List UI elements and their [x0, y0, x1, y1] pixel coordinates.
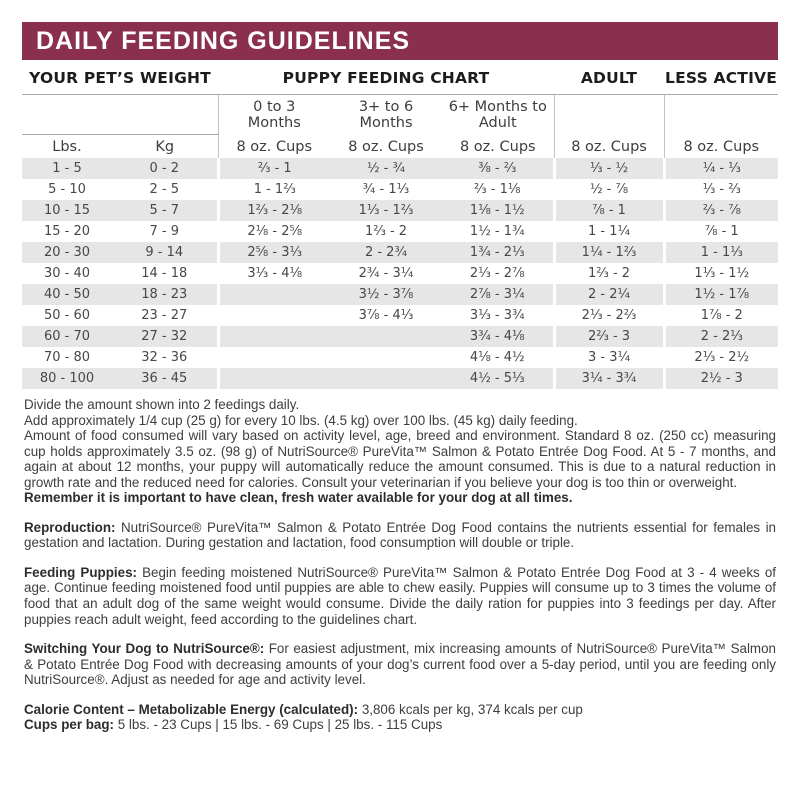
- age-header-6-adult: 6+ Months to Adult: [448, 98, 547, 131]
- cell-puppy-0-3: 3⅓ - 4⅛: [218, 263, 330, 284]
- cell-kg: 9 - 14: [145, 245, 184, 260]
- cell-less-active: ⅓ - ⅔: [664, 179, 778, 200]
- title-banner: [22, 22, 778, 60]
- cell-kg: 14 - 18: [141, 266, 188, 281]
- cell-adult: ⅞ - 1: [554, 200, 664, 221]
- cell-lbs: 1 - 5: [52, 161, 82, 176]
- cell-puppy-0-3: [218, 284, 330, 305]
- reproduction-label: Reproduction:: [24, 519, 116, 535]
- cell-kg: 32 - 36: [141, 350, 188, 365]
- feeding-notes: [24, 397, 776, 506]
- cell-puppy-6-adult: 1½ - 1¾: [469, 224, 525, 239]
- cell-less-active: 1 - 1⅓: [664, 242, 778, 263]
- cell-kg: 7 - 9: [149, 224, 179, 239]
- table-row: [22, 263, 778, 284]
- cell-puppy-6-adult: 3⅓ - 3¾: [469, 308, 525, 323]
- cell-puppy-6-adult: 4½ - 5⅓: [469, 371, 525, 386]
- table-row: [22, 305, 778, 326]
- cell-puppy-3-6: ½ - ¾: [366, 161, 406, 176]
- cell-kg: 27 - 32: [141, 329, 188, 344]
- cell-kg: 2 - 5: [149, 182, 179, 197]
- cell-kg: 36 - 45: [141, 371, 188, 386]
- table-row: [22, 179, 778, 200]
- unit-header-cups: 8 oz. Cups: [459, 138, 536, 155]
- cell-lbs: 40 - 50: [43, 287, 91, 302]
- cell-adult: 3 - 3¼: [554, 347, 664, 368]
- unit-header-cups: 8 oz. Cups: [348, 138, 424, 155]
- table-row: [22, 326, 778, 347]
- unit-header-lbs: Lbs.: [52, 139, 82, 155]
- cell-puppy-0-3: [218, 368, 330, 389]
- footer-info: [24, 702, 776, 733]
- cell-kg: 5 - 7: [149, 203, 179, 218]
- cell-puppy-6-adult: 4⅛ - 4½: [469, 350, 525, 365]
- cell-adult: 1 - 1¼: [554, 221, 664, 242]
- cell-adult: 1⅔ - 2: [554, 263, 664, 284]
- cell-less-active: 1½ - 1⅞: [664, 284, 778, 305]
- age-header-3-6: 3+ to 6 Months: [358, 98, 414, 131]
- group-header-less-active: LESS ACTIVE: [664, 66, 778, 95]
- unit-header-cups: 8 oz. Cups: [664, 135, 778, 159]
- cell-less-active: 1⅓ - 1½: [664, 263, 778, 284]
- switching-text: For easiest adjustment, mix increasing amounts of NutriSource® PureVita™ Salmon & Potato Entrée Dog Food with decreasing amounts of your dog’s current food over a 5-day period, until you are feeding only NutriSource®. Adjust as needed for age and activity level.: [24, 641, 776, 688]
- cell-puppy-3-6: 1⅔ - 2: [364, 224, 408, 239]
- cell-adult: 2 - 2¼: [554, 284, 664, 305]
- feeding-guidelines-panel: [0, 22, 800, 733]
- group-header-row: [22, 66, 778, 95]
- cell-puppy-3-6: 2¾ - 3¼: [358, 266, 414, 281]
- cell-kg: 23 - 27: [141, 308, 188, 323]
- cell-puppy-6-adult: 2⅞ - 3¼: [469, 287, 525, 302]
- cell-puppy-0-3: [218, 305, 330, 326]
- cell-puppy-3-6: [330, 368, 442, 389]
- table-row: [22, 368, 778, 389]
- table-row: [22, 347, 778, 368]
- cell-puppy-3-6: [330, 347, 442, 368]
- reproduction-section: [24, 520, 776, 551]
- note-add-cup: Add approximately 1/4 cup (25 g) for every 10 lbs. (4.5 kg) over 100 lbs. (45 kg) daily feeding.: [24, 412, 578, 428]
- note-amount-varies: Amount of food consumed will vary based on activity level, age, breed and environment. Standard 8 oz. (250 cc) measuring cup holds approximately 3.5 oz. (98 g) of NutriSource® PureVita™ Salmon & Potato Entrée Dog Food. At 5 - 7 months, and again at about 12 months, your puppy will automatically reduce the amount consumed. This is due to a natural reduction in growth rate and the reduced need for calories. Consult your veterinarian if you believe your dog is too thin or overweight.: [24, 428, 776, 490]
- group-header-adult: ADULT: [554, 66, 664, 95]
- cell-lbs: 10 - 15: [43, 203, 91, 218]
- cell-lbs: 60 - 70: [43, 329, 91, 344]
- group-header-puppy: PUPPY FEEDING CHART: [218, 66, 554, 95]
- cell-puppy-0-3: 2⅝ - 3⅓: [218, 242, 330, 263]
- age-header-0-3: 0 to 3 Months: [218, 95, 330, 135]
- age-header-row: [22, 95, 778, 135]
- table-row: [22, 158, 778, 179]
- feeding-puppies-section: [24, 565, 776, 627]
- cell-lbs: 70 - 80: [43, 350, 91, 365]
- age-header-adult-spacer: [554, 95, 664, 135]
- table-row: [22, 242, 778, 263]
- cell-adult: 2⅓ - 2⅔: [554, 305, 664, 326]
- table-row: [22, 284, 778, 305]
- cell-puppy-3-6: 2 - 2¾: [364, 245, 408, 260]
- cups-per-bag-label: Cups per bag:: [24, 717, 115, 733]
- group-header-weight: YOUR PET’S WEIGHT: [22, 66, 218, 95]
- cell-less-active: 2⅓ - 2½: [664, 347, 778, 368]
- unit-header-cups: 8 oz. Cups: [554, 135, 664, 159]
- cell-puppy-3-6: 1⅓ - 1⅔: [358, 203, 414, 218]
- cell-puppy-3-6: 3½ - 3⅞: [358, 287, 414, 302]
- page-title: DAILY FEEDING GUIDELINES: [36, 26, 411, 55]
- cell-less-active: 2½ - 3: [664, 368, 778, 389]
- cell-less-active: ¼ - ⅓: [664, 158, 778, 179]
- weight-spacer: [22, 95, 218, 135]
- cell-less-active: ⅔ - ⅞: [664, 200, 778, 221]
- cell-lbs: 5 - 10: [48, 182, 86, 197]
- cell-puppy-0-3: 1 - 1⅔: [218, 179, 330, 200]
- cell-adult: 2⅔ - 3: [554, 326, 664, 347]
- cell-puppy-3-6: 3⅞ - 4⅓: [358, 308, 414, 323]
- table-row: [22, 221, 778, 242]
- cell-kg: 18 - 23: [141, 287, 188, 302]
- switching-section: [24, 641, 776, 688]
- note-fresh-water: Remember it is important to have clean, fresh water available for your dog at all times.: [24, 490, 573, 506]
- cell-lbs: 20 - 30: [43, 245, 91, 260]
- cell-puppy-3-6: ¾ - 1⅓: [362, 182, 410, 197]
- unit-header-row: [22, 135, 778, 159]
- cups-per-bag-line: [24, 717, 776, 733]
- cell-less-active: 2 - 2⅓: [664, 326, 778, 347]
- cell-less-active: ⅞ - 1: [664, 221, 778, 242]
- cell-puppy-6-adult: ⅜ - ⅔: [478, 161, 517, 176]
- cell-lbs: 30 - 40: [43, 266, 91, 281]
- feeding-table: [22, 66, 778, 389]
- cell-puppy-3-6: [330, 326, 442, 347]
- table-row: [22, 200, 778, 221]
- cell-puppy-6-adult: 2⅓ - 2⅞: [469, 266, 525, 281]
- cell-less-active: 1⅞ - 2: [664, 305, 778, 326]
- cell-lbs: 50 - 60: [43, 308, 91, 323]
- note-divide-feedings: Divide the amount shown into 2 feedings daily.: [24, 397, 300, 412]
- cell-puppy-6-adult: 3¾ - 4⅛: [469, 329, 525, 344]
- cell-adult: 1¼ - 1⅔: [554, 242, 664, 263]
- reproduction-text: NutriSource® PureVita™ Salmon & Potato Entrée Dog Food contains the nutrients essential for females in gestation and lactation. During gestation and lactation, food consumption will double or triple.: [24, 519, 776, 551]
- cell-adult: ½ - ⅞: [554, 179, 664, 200]
- switching-label: Switching Your Dog to NutriSource®:: [24, 641, 265, 657]
- feeding-puppies-label: Feeding Puppies:: [24, 564, 137, 580]
- cell-puppy-6-adult: 1¾ - 2⅓: [469, 245, 525, 260]
- cell-kg: 0 - 2: [149, 161, 179, 176]
- cell-puppy-0-3: [218, 347, 330, 368]
- cell-puppy-0-3: 2⅛ - 2⅝: [218, 221, 330, 242]
- age-header-less-spacer: [664, 95, 778, 135]
- cell-puppy-0-3: [218, 326, 330, 347]
- calorie-content-line: [24, 702, 776, 718]
- cell-puppy-0-3: 1⅔ - 2⅛: [218, 200, 330, 221]
- cell-puppy-6-adult: 1⅛ - 1½: [469, 203, 525, 218]
- cups-per-bag-value: 5 lbs. - 23 Cups | 15 lbs. - 69 Cups | 25 lbs. - 115 Cups: [114, 717, 443, 733]
- cell-adult: 3¼ - 3¾: [554, 368, 664, 389]
- cell-adult: ⅓ - ½: [554, 158, 664, 179]
- cell-puppy-6-adult: ⅔ - 1⅛: [474, 182, 521, 197]
- cell-puppy-0-3: ⅔ - 1: [218, 158, 330, 179]
- calorie-content-value: 3,806 kcals per kg, 374 kcals per cup: [358, 701, 583, 717]
- cell-lbs: 15 - 20: [43, 224, 91, 239]
- cell-lbs: 80 - 100: [39, 371, 95, 386]
- unit-header-kg: Kg: [155, 139, 175, 155]
- calorie-content-label: Calorie Content – Metabolizable Energy (calculated):: [24, 701, 359, 717]
- unit-header-cups: 8 oz. Cups: [218, 135, 330, 159]
- feeding-puppies-text: Begin feeding moistened NutriSource® PureVita™ Salmon & Potato Entrée Dog Food at 3 - 4 weeks of age. Continue feeding moistened food until puppies are able to chew easily. Puppies will consume up to 3 times the volume of food that an adult dog of the same weight would consume. Divide the daily ration for puppies into 3 feedings per day. After puppies reach adult weight, feed according to the guidelines chart.: [24, 564, 776, 627]
